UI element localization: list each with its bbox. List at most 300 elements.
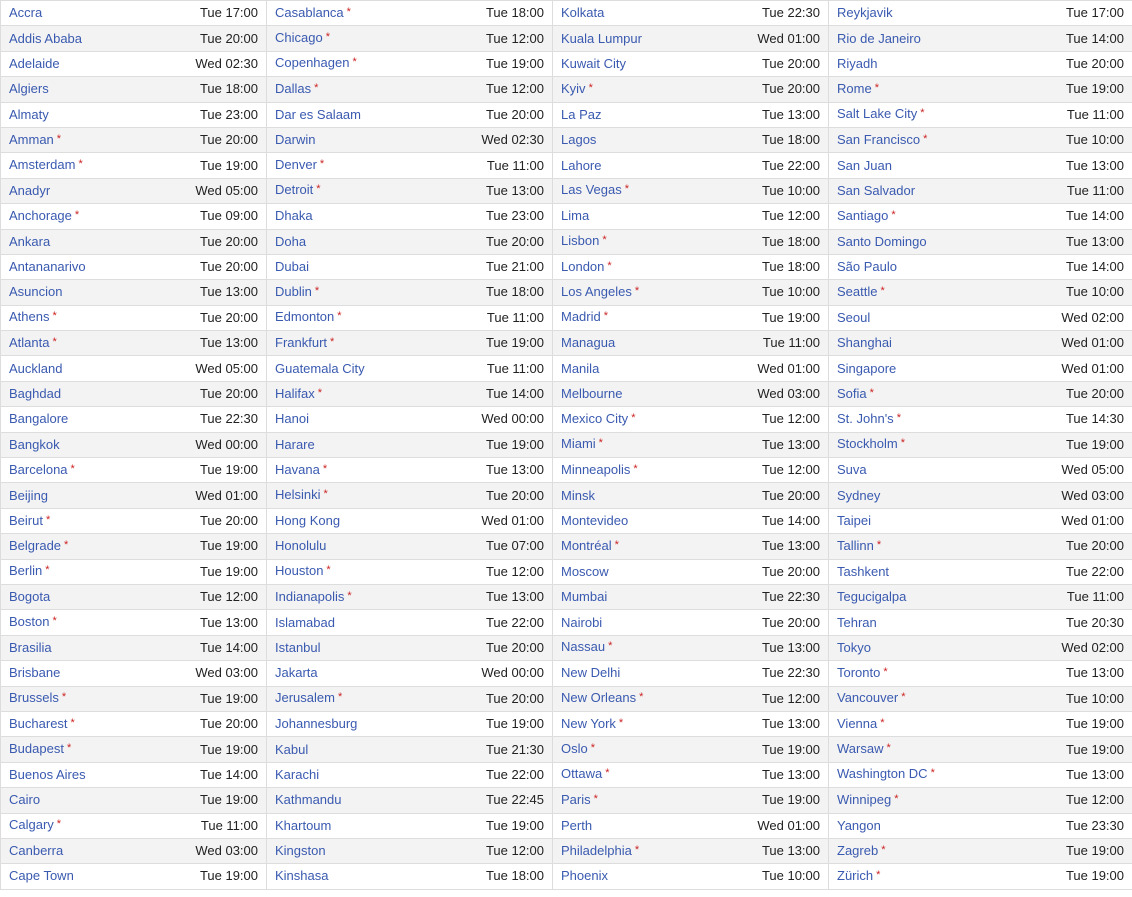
time-cell <box>1010 204 1132 229</box>
city-link[interactable]: Mexico City <box>561 410 629 426</box>
city-cell <box>829 254 1010 279</box>
time-cell <box>182 305 267 330</box>
city-cell <box>553 204 734 229</box>
city-link[interactable]: La Paz <box>561 106 602 122</box>
dst-asterisk: * <box>883 665 888 678</box>
city-link[interactable]: San Juan <box>837 157 892 173</box>
local-time: Tue 18:00 <box>485 868 544 884</box>
city-link[interactable]: Honolulu <box>275 538 327 554</box>
city-link[interactable]: Dublin <box>275 283 312 299</box>
city-link[interactable]: Sydney <box>837 487 881 503</box>
local-time: Wed 00:00 <box>481 665 544 681</box>
time-cell <box>1010 788 1132 813</box>
city-link[interactable]: Belgrade <box>9 537 62 553</box>
local-time: Tue 19:00 <box>199 741 258 757</box>
city-link[interactable]: Santiago <box>837 207 889 223</box>
time-cell <box>734 813 829 838</box>
local-time: Tue 20:00 <box>199 132 258 148</box>
city-link[interactable]: Bangalore <box>9 411 69 427</box>
city-link[interactable]: Algiers <box>9 81 49 97</box>
city-link[interactable]: Istanbul <box>275 639 321 655</box>
city-link[interactable]: Anchorage <box>9 207 72 223</box>
time-cell <box>182 254 267 279</box>
time-cell <box>448 508 553 533</box>
city-link[interactable]: Brasilia <box>9 639 52 655</box>
city-link[interactable]: New York <box>561 715 616 731</box>
local-time: Tue 20:00 <box>485 690 544 706</box>
local-time: Tue 14:00 <box>485 386 544 402</box>
city-link[interactable]: Hanoi <box>275 411 309 427</box>
city-link[interactable]: Winnipeg <box>837 791 892 807</box>
city-cell <box>267 356 448 381</box>
local-time: Wed 05:00 <box>195 360 258 376</box>
city-link[interactable]: Lagos <box>561 132 597 148</box>
city-link[interactable]: Lahore <box>561 157 602 173</box>
time-cell <box>448 204 553 229</box>
city-link[interactable]: Bangkok <box>9 436 60 452</box>
city-link[interactable]: Casablanca <box>275 4 344 20</box>
city-link[interactable]: Vienna <box>837 715 878 731</box>
city-link[interactable]: Kuala Lumpur <box>561 30 642 46</box>
local-time: Tue 13:00 <box>761 106 820 122</box>
time-cell <box>448 331 553 356</box>
dst-asterisk: * <box>598 437 603 450</box>
city-link[interactable]: Jakarta <box>275 665 318 681</box>
time-cell <box>448 864 553 889</box>
time-cell <box>734 254 829 279</box>
city-cell <box>829 407 1010 432</box>
city-link[interactable]: Shanghai <box>837 335 892 351</box>
dst-asterisk: * <box>326 564 331 577</box>
city-link[interactable]: Harare <box>275 436 315 452</box>
city-link[interactable]: Canberra <box>9 843 64 859</box>
city-link[interactable]: Cairo <box>9 792 41 808</box>
city-cell <box>267 458 448 483</box>
city-cell <box>553 838 734 863</box>
city-link[interactable]: Kathmandu <box>275 792 342 808</box>
local-time: Tue 22:00 <box>761 157 820 173</box>
time-cell <box>448 305 553 330</box>
city-cell <box>829 635 1010 660</box>
city-link[interactable]: Stockholm <box>837 436 898 452</box>
city-link[interactable]: Guatemala City <box>275 360 365 376</box>
time-cell <box>734 305 829 330</box>
local-time: Tue 12:00 <box>485 563 544 579</box>
city-link[interactable]: Mumbai <box>561 589 608 605</box>
city-link[interactable]: Adelaide <box>9 55 60 71</box>
local-time: Tue 10:00 <box>761 868 820 884</box>
local-time: Tue 18:00 <box>485 284 544 300</box>
dst-asterisk: * <box>316 183 321 196</box>
city-link[interactable]: Bucharest <box>9 715 68 731</box>
city-cell <box>829 280 1010 305</box>
local-time: Tue 12:00 <box>761 690 820 706</box>
city-link[interactable]: Kingston <box>275 843 326 859</box>
city-link[interactable]: Darwin <box>275 132 316 148</box>
city-link[interactable]: Kuwait City <box>561 55 627 71</box>
city-cell <box>1 864 182 889</box>
dst-asterisk: * <box>896 411 901 424</box>
city-cell <box>553 534 734 559</box>
local-time: Tue 20:00 <box>1065 55 1124 71</box>
city-link[interactable]: Miami <box>561 436 596 452</box>
city-cell <box>553 305 734 330</box>
city-cell <box>553 788 734 813</box>
local-time: Tue 23:00 <box>199 106 258 122</box>
time-cell <box>448 788 553 813</box>
city-link[interactable]: Rome <box>837 80 872 96</box>
city-link[interactable]: Riyadh <box>837 55 878 71</box>
city-link[interactable]: Detroit <box>275 182 314 198</box>
time-cell <box>734 838 829 863</box>
city-link[interactable]: Reykjavik <box>837 5 893 21</box>
city-cell <box>829 51 1010 76</box>
dst-asterisk: * <box>900 437 905 450</box>
city-link[interactable]: Copenhagen <box>275 55 350 71</box>
city-cell <box>1 432 182 457</box>
dst-asterisk: * <box>66 742 72 755</box>
dst-asterisk: * <box>347 589 352 602</box>
city-link[interactable]: Tegucigalpa <box>837 589 907 605</box>
city-link[interactable]: Singapore <box>837 360 897 376</box>
table-row <box>1 1 1132 26</box>
city-link[interactable]: Athens <box>9 309 50 325</box>
time-cell <box>448 26 553 51</box>
time-cell <box>734 483 829 508</box>
city-link[interactable]: Montréal <box>561 537 612 553</box>
time-cell <box>448 610 553 635</box>
city-cell <box>553 458 734 483</box>
city-link[interactable]: Paris <box>561 791 591 807</box>
time-cell <box>1010 559 1132 584</box>
city-cell <box>553 178 734 203</box>
time-cell <box>1010 127 1132 152</box>
table-row <box>1 229 1132 254</box>
city-link[interactable]: Dubai <box>275 259 309 275</box>
city-link[interactable]: San Salvador <box>837 182 916 198</box>
city-cell <box>267 838 448 863</box>
city-link[interactable]: Seoul <box>837 309 871 325</box>
city-cell <box>267 584 448 609</box>
table-row <box>1 534 1132 559</box>
local-time: Wed 05:00 <box>1061 462 1124 478</box>
city-link[interactable]: Edmonton <box>275 309 335 325</box>
dst-asterisk: * <box>56 132 62 145</box>
city-cell <box>267 508 448 533</box>
city-cell <box>1 788 182 813</box>
local-time: Tue 11:00 <box>200 817 258 833</box>
local-time: Wed 00:00 <box>481 411 544 427</box>
city-link[interactable]: Hong Kong <box>275 513 341 528</box>
local-time: Tue 20:00 <box>761 81 820 97</box>
local-time: Tue 20:00 <box>199 259 258 275</box>
city-cell <box>1 381 182 406</box>
city-cell <box>267 635 448 660</box>
local-time: Tue 13:00 <box>1065 233 1124 249</box>
city-cell <box>553 229 734 254</box>
city-link[interactable]: Budapest <box>9 741 64 757</box>
city-link[interactable]: Dar es Salaam <box>275 106 361 122</box>
city-link[interactable]: Dallas <box>275 80 312 96</box>
local-time: Tue 17:00 <box>199 5 258 21</box>
city-link[interactable]: Montevideo <box>561 513 629 528</box>
city-link[interactable]: Tokyo <box>837 639 871 655</box>
city-link[interactable]: Kyiv <box>561 80 586 96</box>
city-cell <box>267 204 448 229</box>
city-link[interactable]: Addis Ababa <box>9 30 83 46</box>
time-cell <box>182 1 267 26</box>
city-link[interactable]: Oslo <box>561 741 588 757</box>
city-link[interactable]: Minsk <box>561 487 595 503</box>
city-link[interactable]: Santo Domingo <box>837 233 927 249</box>
local-time: Wed 01:00 <box>757 30 820 46</box>
city-link[interactable]: Washington DC <box>837 766 928 782</box>
city-link[interactable]: Kinshasa <box>275 868 329 884</box>
city-cell <box>829 77 1010 102</box>
city-cell <box>829 788 1010 813</box>
city-link[interactable]: Tallinn <box>837 537 874 553</box>
city-link[interactable]: Managua <box>561 335 616 351</box>
city-link[interactable]: Atlanta <box>9 334 50 350</box>
time-cell <box>1010 153 1132 178</box>
dst-asterisk: * <box>880 716 885 729</box>
dst-asterisk: * <box>70 462 75 475</box>
city-link[interactable]: Tehran <box>837 614 877 630</box>
city-cell <box>267 305 448 330</box>
city-link[interactable]: Philadelphia <box>561 842 632 858</box>
city-link[interactable]: Anadyr <box>9 182 51 198</box>
dst-asterisk: * <box>869 386 874 399</box>
city-cell <box>829 153 1010 178</box>
table-row <box>1 610 1132 635</box>
city-link[interactable]: Helsinki <box>275 487 321 503</box>
city-link[interactable]: San Francisco <box>837 131 921 147</box>
local-time: Tue 13:00 <box>199 335 258 351</box>
city-link[interactable]: Lima <box>561 208 590 224</box>
local-time: Wed 03:00 <box>195 665 258 681</box>
city-link[interactable]: Seattle <box>837 283 878 299</box>
dst-asterisk: * <box>64 538 69 551</box>
city-link[interactable]: Johannesburg <box>275 716 358 732</box>
city-link[interactable]: Toronto <box>837 664 881 680</box>
city-link[interactable]: Perth <box>561 817 593 833</box>
city-link[interactable]: Islamabad <box>275 614 335 630</box>
city-cell <box>553 280 734 305</box>
local-time: Tue 12:00 <box>199 589 258 605</box>
city-cell <box>1 153 182 178</box>
city-cell <box>267 77 448 102</box>
city-link[interactable]: New Delhi <box>561 665 621 681</box>
dst-asterisk: * <box>74 208 80 221</box>
time-cell <box>1010 381 1132 406</box>
local-time: Tue 13:00 <box>1065 766 1124 782</box>
city-link[interactable]: Ankara <box>9 233 51 249</box>
dst-asterisk: * <box>874 81 879 94</box>
city-link[interactable]: Manila <box>561 360 600 376</box>
city-link[interactable]: Nairobi <box>561 614 603 630</box>
city-link[interactable]: Accra <box>9 5 43 21</box>
time-cell <box>448 229 553 254</box>
city-link[interactable]: Kabul <box>275 741 309 757</box>
city-cell <box>553 26 734 51</box>
city-link[interactable]: Barcelona <box>9 461 68 477</box>
time-cell <box>734 51 829 76</box>
time-cell <box>1010 407 1132 432</box>
city-cell <box>829 864 1010 889</box>
city-link[interactable]: Kolkata <box>561 5 605 21</box>
city-link[interactable]: Boston <box>9 614 50 630</box>
city-link[interactable]: Amman <box>9 131 54 147</box>
city-link[interactable]: Calgary <box>9 817 54 833</box>
time-cell <box>448 254 553 279</box>
city-link[interactable]: Baghdad <box>9 386 62 402</box>
dst-asterisk: * <box>605 767 610 780</box>
city-link[interactable]: Halifax <box>275 385 315 401</box>
city-link[interactable]: Berlin <box>9 563 43 579</box>
city-link[interactable]: Nassau <box>561 639 606 655</box>
city-link[interactable]: Tashkent <box>837 563 890 579</box>
dst-asterisk: * <box>639 691 644 704</box>
city-link[interactable]: Brisbane <box>9 665 61 681</box>
city-link[interactable]: Antananarivo <box>9 259 86 275</box>
dst-asterisk: * <box>322 462 328 475</box>
dst-asterisk: * <box>337 310 342 323</box>
table-row <box>1 407 1132 432</box>
city-link[interactable]: Asuncion <box>9 284 63 300</box>
dst-asterisk: * <box>607 259 612 272</box>
city-link[interactable]: Zagreb <box>837 842 879 858</box>
city-link[interactable]: Indianapolis <box>275 588 345 604</box>
table-row <box>1 77 1132 102</box>
city-link[interactable]: Phoenix <box>561 868 608 884</box>
local-time: Wed 03:00 <box>1061 487 1124 503</box>
local-time: Tue 14:00 <box>1065 30 1124 46</box>
city-link[interactable]: Warsaw <box>837 741 884 757</box>
city-link[interactable]: Frankfurt <box>275 334 328 350</box>
city-link[interactable]: Vancouver <box>837 690 899 706</box>
local-time: Tue 20:00 <box>1065 386 1124 402</box>
time-cell <box>1010 356 1132 381</box>
city-link[interactable]: Dhaka <box>275 208 313 224</box>
local-time: Tue 20:00 <box>761 614 820 630</box>
local-time: Wed 01:00 <box>1061 335 1124 351</box>
local-time: Tue 09:00 <box>199 208 258 224</box>
city-link[interactable]: Karachi <box>275 766 320 782</box>
city-cell <box>829 762 1010 787</box>
city-cell <box>553 711 734 736</box>
local-time: Tue 13:00 <box>485 589 544 605</box>
city-cell <box>1 356 182 381</box>
city-link[interactable]: Salt Lake City <box>837 106 918 122</box>
local-time: Tue 22:30 <box>761 665 820 681</box>
city-link[interactable]: Buenos Aires <box>9 766 86 782</box>
city-cell <box>829 229 1010 254</box>
city-link[interactable]: New Orleans <box>561 690 637 706</box>
city-link[interactable]: São Paulo <box>837 259 897 275</box>
local-time: Tue 19:00 <box>199 792 258 808</box>
local-time: Tue 07:00 <box>485 538 544 554</box>
city-link[interactable]: Zürich <box>837 867 874 883</box>
city-link[interactable]: Suva <box>837 462 867 478</box>
city-link[interactable]: Melbourne <box>561 386 623 402</box>
local-time: Tue 19:00 <box>761 792 820 808</box>
city-link[interactable]: Beijing <box>9 487 49 503</box>
city-cell <box>1 305 182 330</box>
time-cell <box>1010 534 1132 559</box>
city-link[interactable]: Rio de Janeiro <box>837 30 921 46</box>
table-row <box>1 711 1132 736</box>
local-time: Tue 13:00 <box>761 843 820 859</box>
city-cell <box>267 610 448 635</box>
city-cell <box>267 280 448 305</box>
city-link[interactable]: Denver <box>275 157 317 173</box>
city-link[interactable]: Jerusalem <box>275 690 335 706</box>
dst-asterisk: * <box>608 640 613 653</box>
local-time: Tue 13:00 <box>761 436 820 452</box>
city-link[interactable]: Beirut <box>9 512 43 528</box>
table-row <box>1 178 1132 203</box>
city-link[interactable]: Minneapolis <box>561 461 631 477</box>
city-cell <box>829 178 1010 203</box>
city-link[interactable]: Doha <box>275 233 307 249</box>
city-link[interactable]: Auckland <box>9 360 63 376</box>
dst-asterisk: * <box>901 691 906 704</box>
city-cell <box>553 610 734 635</box>
city-link[interactable]: Bogota <box>9 589 51 605</box>
local-time: Tue 20:00 <box>761 55 820 71</box>
city-link[interactable]: Chicago <box>275 30 323 46</box>
city-link[interactable]: Las Vegas <box>561 182 622 198</box>
city-link[interactable]: Yangon <box>837 817 881 833</box>
time-cell <box>182 838 267 863</box>
local-time: Tue 14:00 <box>761 513 820 528</box>
time-cell <box>734 788 829 813</box>
city-cell <box>553 635 734 660</box>
time-cell <box>1010 813 1132 838</box>
city-link[interactable]: Ottawa <box>561 766 603 782</box>
city-cell <box>267 864 448 889</box>
city-cell <box>267 254 448 279</box>
city-link[interactable]: Houston <box>275 563 324 579</box>
city-link[interactable]: Almaty <box>9 106 49 122</box>
table-row <box>1 508 1132 533</box>
city-link[interactable]: Amsterdam <box>9 157 76 173</box>
dst-asterisk: * <box>325 31 330 44</box>
time-cell <box>734 280 829 305</box>
city-link[interactable]: Taipei <box>837 513 871 528</box>
table-row <box>1 432 1132 457</box>
city-link[interactable]: Lisbon <box>561 233 600 249</box>
city-link[interactable]: Havana <box>275 461 320 477</box>
city-link[interactable]: Los Angeles <box>561 283 632 299</box>
city-link[interactable]: Madrid <box>561 309 601 325</box>
dst-asterisk: * <box>876 538 882 551</box>
city-link[interactable]: Moscow <box>561 563 609 579</box>
local-time: Tue 22:30 <box>761 589 820 605</box>
local-time: Tue 20:00 <box>485 639 544 655</box>
city-link[interactable]: London <box>561 258 605 274</box>
city-link[interactable]: Sofia <box>837 385 867 401</box>
city-cell <box>267 153 448 178</box>
table-row <box>1 838 1132 863</box>
city-link[interactable]: Khartoum <box>275 817 332 833</box>
local-time: Tue 20:00 <box>485 487 544 503</box>
table-row <box>1 584 1132 609</box>
city-link[interactable]: Cape Town <box>9 868 74 884</box>
local-time: Tue 14:00 <box>199 766 258 782</box>
city-link[interactable]: St. John's <box>837 410 894 426</box>
city-link[interactable]: Brussels <box>9 690 59 706</box>
